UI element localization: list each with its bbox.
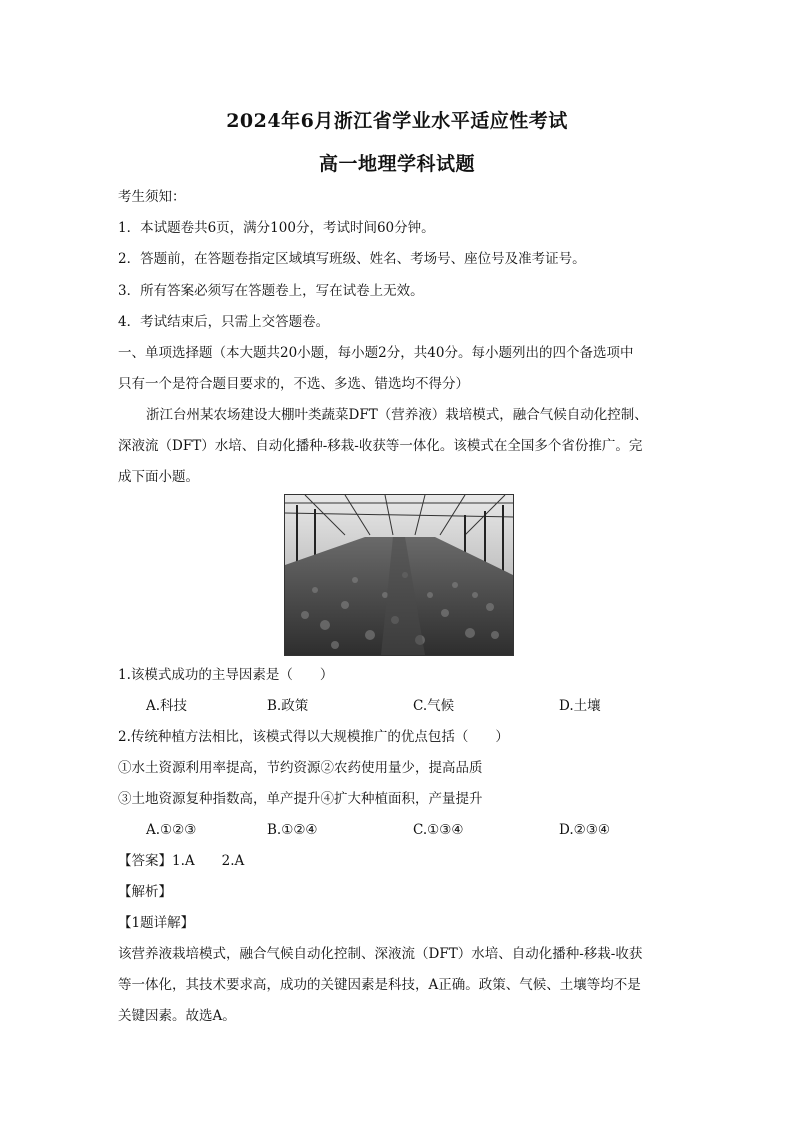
q1-option-c: C.气候 bbox=[413, 698, 455, 714]
q1-option-a: A.科技 bbox=[146, 698, 188, 714]
q2-option-b: B.①②④ bbox=[267, 822, 318, 838]
notice-heading: 考生须知： bbox=[118, 189, 186, 205]
section-heading-cont: 只有一个是符合题目要求的，不选、多选、错选均不得分） bbox=[118, 376, 469, 392]
explanation-line-3: 关键因素。故选A。 bbox=[118, 1008, 236, 1024]
exam-subtitle: 高一地理学科试题 bbox=[318, 153, 475, 175]
notice-item-4: 4．考试结束后，只需上交答题卷。 bbox=[118, 314, 330, 330]
q1-option-b: B.政策 bbox=[267, 698, 309, 714]
answer-line: 【答案】1.A 2.A bbox=[118, 853, 245, 869]
analysis-heading: 【解析】 bbox=[118, 884, 172, 900]
detail-heading: 【1题详解】 bbox=[118, 915, 195, 931]
greenhouse-photo bbox=[284, 494, 514, 656]
q2-statements-2: ③土地资源复种指数高，单产提升④扩大种植面积，产量提升 bbox=[118, 791, 483, 807]
exam-title: 2024年6月浙江省学业水平适应性考试 bbox=[226, 110, 568, 132]
explanation-line-1: 该营养液栽培模式，融合气候自动化控制、深液流（DFT）水培、自动化播种-移栽-收获 bbox=[118, 946, 643, 962]
notice-item-1: 1．本试题卷共6页，满分100分，考试时间60分钟。 bbox=[118, 220, 435, 236]
section-heading: 一、单项选择题（本大题共20小题，每小题2分，共40分。每小题列出的四个备选项中 bbox=[118, 345, 634, 361]
explanation-line-2: 等一体化，其技术要求高，成功的关键因素是科技，A正确。政策、气候、土壤等均不是 bbox=[118, 977, 641, 993]
q1-option-d: D.土壤 bbox=[559, 698, 601, 714]
q2-option-c: C.①③④ bbox=[413, 822, 464, 838]
q2-option-a: A.①②③ bbox=[146, 822, 197, 838]
passage-line-3: 成下面小题。 bbox=[118, 469, 199, 485]
question-1-stem: 1.该模式成功的主导因素是（ ） bbox=[118, 667, 334, 683]
passage-line-1: 浙江台州某农场建设大棚叶类蔬菜DFT（营养液）栽培模式，融合气候自动化控制、 bbox=[146, 407, 648, 423]
question-2-stem: 2.传统种植方法相比，该模式得以大规模推广的优点包括（ ） bbox=[118, 729, 509, 745]
notice-item-3: 3．所有答案必须写在答题卷上，写在试卷上无效。 bbox=[118, 283, 424, 299]
q2-option-d: D.②③④ bbox=[559, 822, 610, 838]
q2-statements-1: ①水土资源利用率提高，节约资源②农药使用量少，提高品质 bbox=[118, 760, 483, 776]
passage-line-2: 深液流（DFT）水培、自动化播种-移栽-收获等一体化。该模式在全国多个省份推广。完 bbox=[118, 438, 643, 454]
notice-item-2: 2．答题前，在答题卷指定区域填写班级、姓名、考场号、座位号及准考证号。 bbox=[118, 251, 586, 267]
